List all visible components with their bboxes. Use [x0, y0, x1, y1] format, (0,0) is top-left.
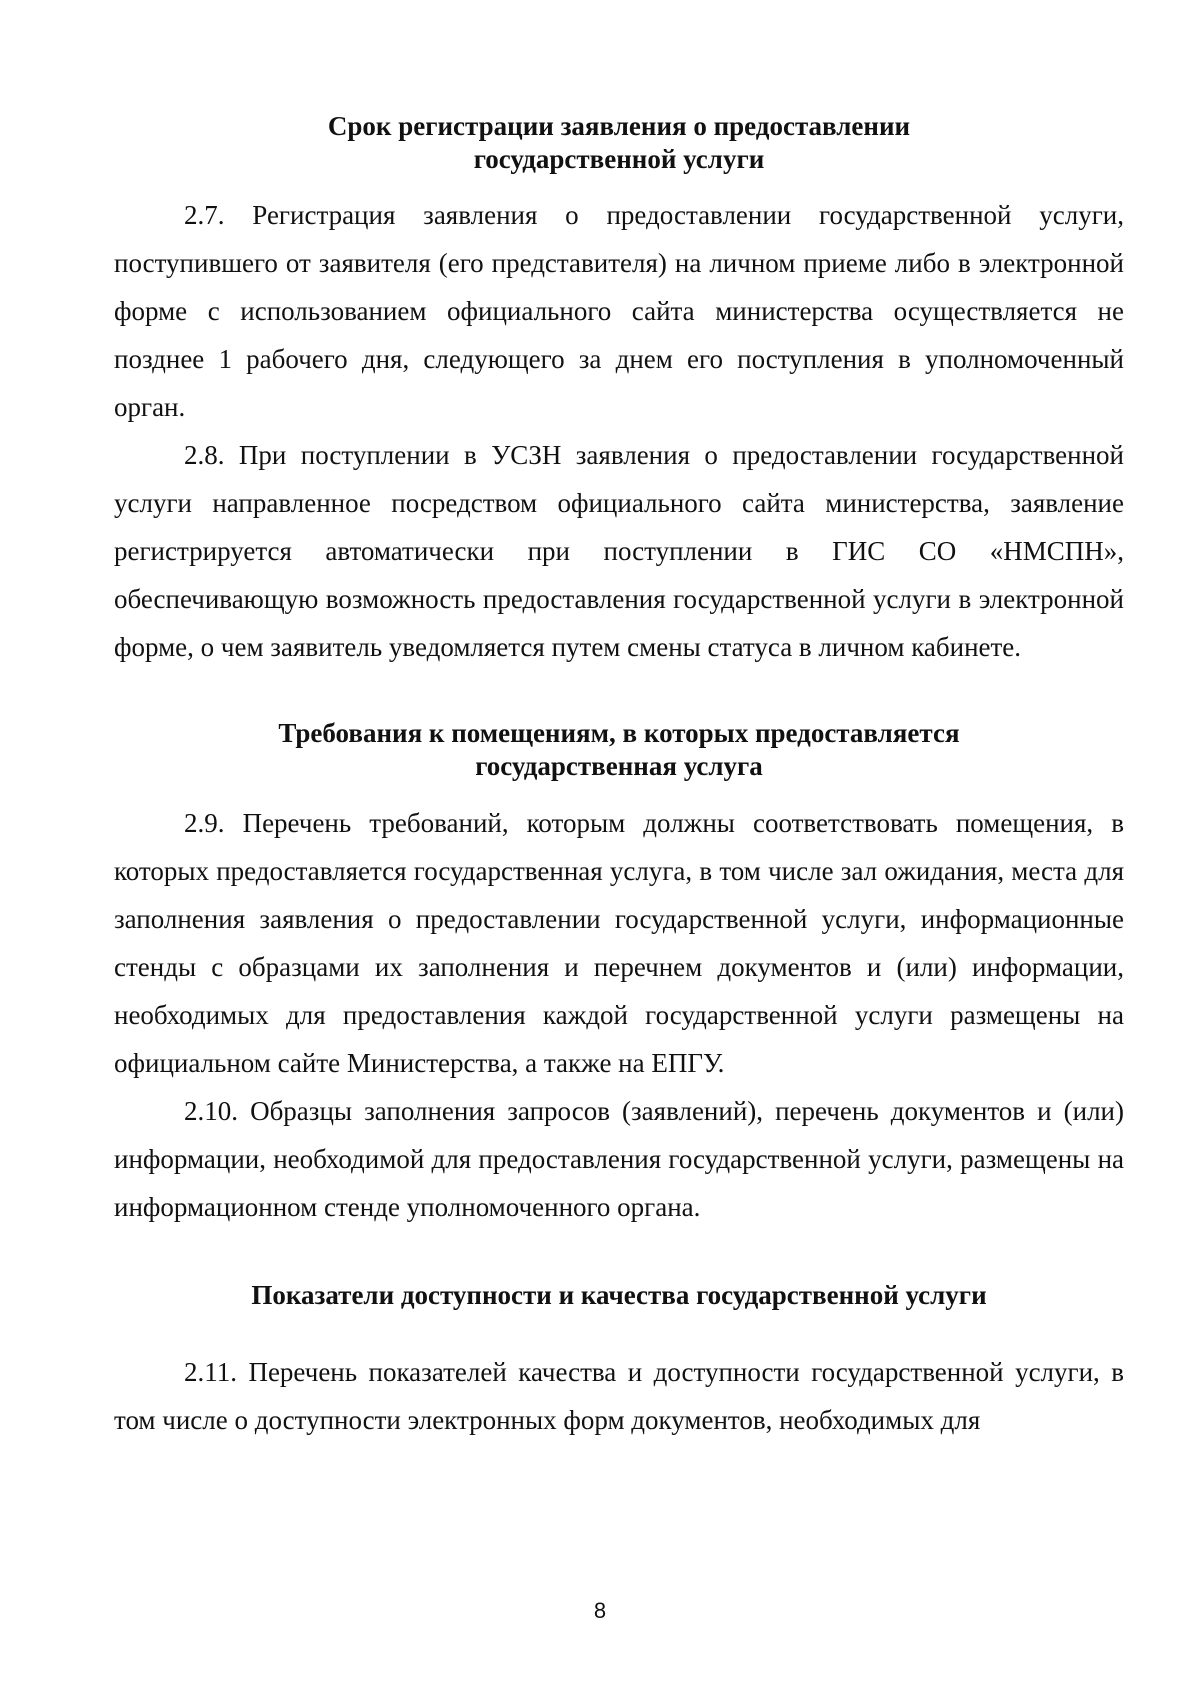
heading-line: Требования к помещениям, в которых предоставляется: [278, 718, 960, 748]
paragraph-2-10: 2.10. Образцы заполнения запросов (заявлений), перечень документов и (или) информации, необходимой для предоставления государственной услуги, размещены на информационном стенде уполномоченного органа.: [114, 1096, 1124, 1222]
paragraph-2-9: 2.9. Перечень требований, которым должны соответствовать помещения, в которых предоставляется государственная услуга, в том числе зал ожидания, места для заполнения заявления о предоставлении государственной услуги, информационные стенды с образцами их заполнения и перечнем документов и (или) информации, необходимых для предоставления каждой государственной услуги размещены на официальном сайте Министерства, а также на ЕПГУ.: [114, 808, 1124, 1078]
section-heading-premises: [114, 717, 1124, 783]
section-heading-registration: [114, 110, 1124, 176]
paragraph-2-11: 2.11. Перечень показателей качества и доступности государственной услуги, в том числе о доступности электронных форм документов, необходимых для: [114, 1357, 1124, 1435]
paragraph-2-8: 2.8. При поступлении в УСЗН заявления о предоставлении государственной услуги направленное посредством официального сайта министерства, заявление регистрируется автоматически при поступлении в ГИС СО «НМСПН», обеспечивающую возможность предоставления государственной услуги в электронной форме, о чем заявитель уведомляется путем смены статуса в личном кабинете.: [114, 440, 1124, 662]
heading-line: Срок регистрации заявления о предоставлении: [327, 111, 911, 141]
heading-line: государственная услуга: [475, 751, 763, 781]
heading-line: Показатели доступности и качества государственной услуги: [251, 1280, 987, 1310]
page-number: 8: [593, 1598, 607, 1623]
document-body: [114, 110, 1124, 1444]
paragraph-2-7: 2.7. Регистрация заявления о предоставлении государственной услуги, поступившего от заявителя (его представителя) на личном приеме либо в электронной форме с использованием официального сайта министерства осуществляется не позднее 1 рабочего дня, следующего за днем его поступления в уполномоченный орган.: [114, 200, 1124, 422]
heading-line: государственной услуги: [473, 144, 765, 174]
section-heading-quality: [114, 1279, 1124, 1312]
